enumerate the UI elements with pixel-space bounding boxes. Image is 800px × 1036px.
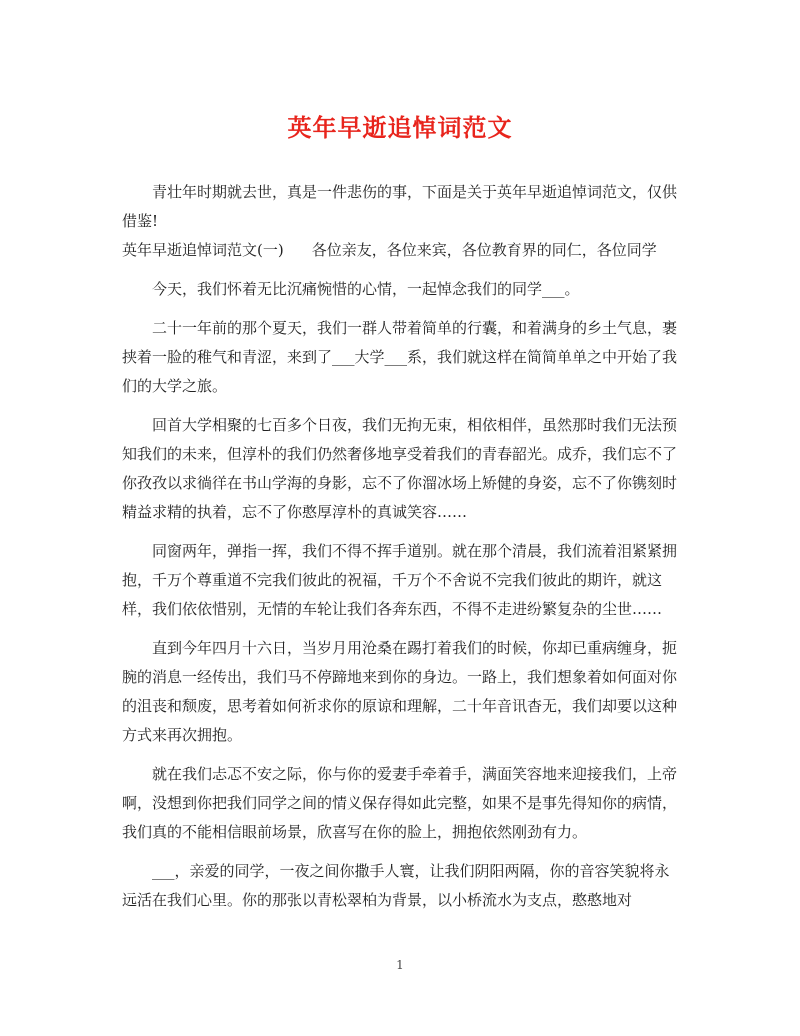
page-number: 1 — [396, 958, 404, 972]
body-paragraph: 二十一年前的那个夏天，我们一群人带着简单的行囊，和着满身的乡土气息，裹挟着一脸的稚气和青涩，来到了___大学___系，我们就这样在简简单单之中开始了我们的大学之旅。 — [122, 319, 678, 395]
body-paragraph: ___，亲爱的同学，一夜之间你撒手人寰，让我们阴阳两隔，你的音容笑貌将永远活在我们心里。你的那张以青松翠柏为背景，以小桥流水为支点，憨憨地对 — [122, 862, 670, 909]
section-opening: 各位亲友，各位来宾，各位教育界的同仁，各位同学 — [311, 241, 657, 259]
intro-paragraph: 青壮年时期就去世，真是一件悲伤的事，下面是关于英年早逝追悼词范文，仅供借鉴! — [122, 183, 678, 230]
body-paragraph: 直到今年四月十六日，当岁月用沧桑在踢打着我们的时候，你却已重病缠身，扼腕的消息一经传出，我们马不停蹄地来到你的身边。一路上，我们想象着如何面对你的沮丧和颓废，思考着如何祈求你的原谅和理解，二十年音讯杳无，我们却要以这种方式来再次拥抱。 — [122, 639, 678, 744]
document-title: 英年早逝追悼词范文 — [287, 113, 513, 142]
document-body — [122, 178, 678, 915]
body-paragraph: 同窗两年，弹指一挥，我们不得不挥手道别。就在那个清晨，我们流着泪紧紧拥抱，千万个尊重道不完我们彼此的祝福，千万个不舍说不完我们彼此的期许，就这样，我们依依惜别，无情的车轮让我们各奔东西，不得不走进纷繁复杂的尘世…… — [122, 542, 678, 618]
section-heading-line — [122, 236, 678, 265]
body-paragraph: 回首大学相聚的七百多个日夜，我们无拘无束，相依相伴，虽然那时我们无法预知我们的未来，但淳朴的我们仍然奢侈地享受着我们的青春韶光。成乔，我们忘不了你孜孜以求徜徉在书山学海的身影，忘不了你溜冰场上矫健的身姿，忘不了你镌刻时精益求精的执着，忘不了你憨厚淳朴的真诚笑容…… — [122, 416, 678, 521]
body-paragraph: 今天，我们怀着无比沉痛惋惜的心情，一起悼念我们的同学___。 — [152, 280, 580, 298]
body-paragraph: 就在我们忐忑不安之际，你与你的爱妻手牵着手，满面笑容地来迎接我们，上帝啊，没想到你把我们同学之间的情义保存得如此完整，如果不是事先得知你的病情，我们真的不能相信眼前场景，欣喜写在你的脸上，拥抱依然刚劲有力。 — [122, 765, 678, 841]
section-title: 英年早逝追悼词范文(一) — [122, 241, 284, 259]
